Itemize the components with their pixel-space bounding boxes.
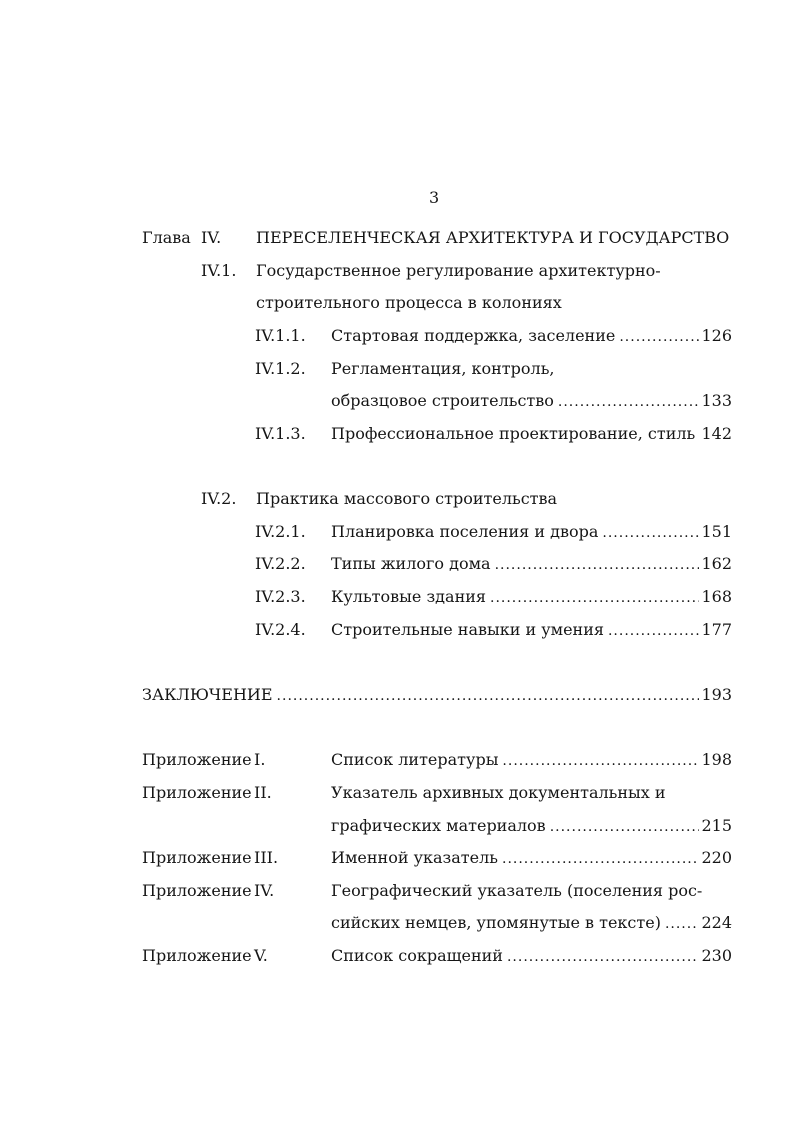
toc-entry-label-line: Регламентация, контроль, <box>331 359 555 378</box>
toc-entry-label: ЗАКЛЮЧЕНИЕ <box>142 685 273 704</box>
appendix-numeral: IV. <box>254 881 275 900</box>
appendix-numeral: II. <box>254 783 272 802</box>
subsection-number: IV.2.4. <box>255 620 306 639</box>
toc-entry-label: образцовое строительство <box>331 391 554 410</box>
toc-entry-conclusion <box>142 685 732 706</box>
toc-entry <box>331 326 732 347</box>
toc-entry-page: 126 <box>701 326 732 345</box>
leader-dots <box>502 751 699 771</box>
appendix-prefix: Приложение <box>142 848 252 867</box>
toc-entry <box>331 946 732 967</box>
leader-dots <box>495 555 700 575</box>
leader-dots <box>277 686 700 706</box>
leader-dots <box>550 817 700 837</box>
appendix-numeral: III. <box>254 848 279 867</box>
section-title: Практика массового строительства <box>256 489 558 508</box>
toc-entry-page: 162 <box>701 554 732 573</box>
toc-entry-label: Типы жилого дома <box>331 554 491 573</box>
leader-dots <box>507 947 699 967</box>
toc-entry-page: 230 <box>701 946 732 965</box>
toc-entry-page: 133 <box>701 391 732 410</box>
toc-entry <box>331 424 732 445</box>
subsection-number: IV.1.3. <box>255 424 306 443</box>
toc-entry-page: 193 <box>701 685 732 704</box>
leader-dots <box>619 327 699 347</box>
section-title-line: строительного процесса в колониях <box>256 293 562 312</box>
toc-entry-page: 224 <box>701 913 732 932</box>
toc-entry-label: графических материалов <box>331 816 546 835</box>
chapter-prefix: Глава <box>142 228 191 247</box>
chapter-numeral: IV. <box>201 228 222 247</box>
subsection-number: IV.2.2. <box>255 554 306 573</box>
toc-entry <box>331 620 732 641</box>
toc-entry <box>331 913 732 934</box>
toc-entry <box>331 750 732 771</box>
appendix-numeral: V. <box>254 946 268 965</box>
appendix-prefix: Приложение <box>142 750 252 769</box>
toc-entry-label: Планировка поселения и двора <box>331 522 599 541</box>
section-title-line: Государственное регулирование архитектурно- <box>256 261 661 280</box>
toc-entry-label: Именной указатель <box>331 848 498 867</box>
toc-entry-page: 177 <box>701 620 732 639</box>
leader-dots <box>502 849 699 869</box>
toc-entry <box>331 848 732 869</box>
toc-entry-label: Культовые здания <box>331 587 486 606</box>
toc-entry-label: Список литературы <box>331 750 499 769</box>
toc-entry-label: сийских немцев, упомянутые в тексте) <box>331 913 661 932</box>
toc-entry-page: 215 <box>701 816 732 835</box>
leader-dots <box>558 392 700 412</box>
leader-dots <box>665 914 700 934</box>
appendix-numeral: I. <box>254 750 266 769</box>
toc-entry-page: 142 <box>701 424 732 443</box>
appendix-prefix: Приложение <box>142 881 252 900</box>
toc-entry <box>331 522 732 543</box>
toc-entry-page: 151 <box>701 522 732 541</box>
toc-entry-label: Стартовая поддержка, заселение <box>331 326 616 345</box>
subsection-number: IV.1.1. <box>255 326 306 345</box>
toc-entry-label: Список сокращений <box>331 946 503 965</box>
toc-entry <box>331 391 732 412</box>
subsection-number: IV.2.3. <box>255 587 306 606</box>
subsection-number: IV.1.2. <box>255 359 306 378</box>
subsection-number: IV.2.1. <box>255 522 306 541</box>
page-number: 3 <box>429 188 440 207</box>
toc-entry-label: Строительные навыки и умения <box>331 620 604 639</box>
section-number: IV.2. <box>201 489 237 508</box>
leader-dots <box>608 621 699 641</box>
section-number: IV.1. <box>201 261 237 280</box>
leader-dots <box>602 523 699 543</box>
toc-entry-page: 168 <box>701 587 732 606</box>
toc-entry <box>331 816 732 837</box>
toc-entry-page: 220 <box>701 848 732 867</box>
toc-entry-label: Профессиональное проектирование, стиль <box>331 424 696 443</box>
appendix-prefix: Приложение <box>142 946 252 965</box>
leader-dots <box>490 588 699 608</box>
toc-entry-label-line: Географический указатель (поселения рос- <box>331 881 703 900</box>
toc-entry-page: 198 <box>701 750 732 769</box>
toc-entry <box>331 554 732 575</box>
toc-entry <box>331 587 732 608</box>
appendix-prefix: Приложение <box>142 783 252 802</box>
toc-entry-label-line: Указатель архивных документальных и <box>331 783 666 802</box>
chapter-title: ПЕРЕСЕЛЕНЧЕСКАЯ АРХИТЕКТУРА И ГОСУДАРСТВО <box>256 228 730 247</box>
